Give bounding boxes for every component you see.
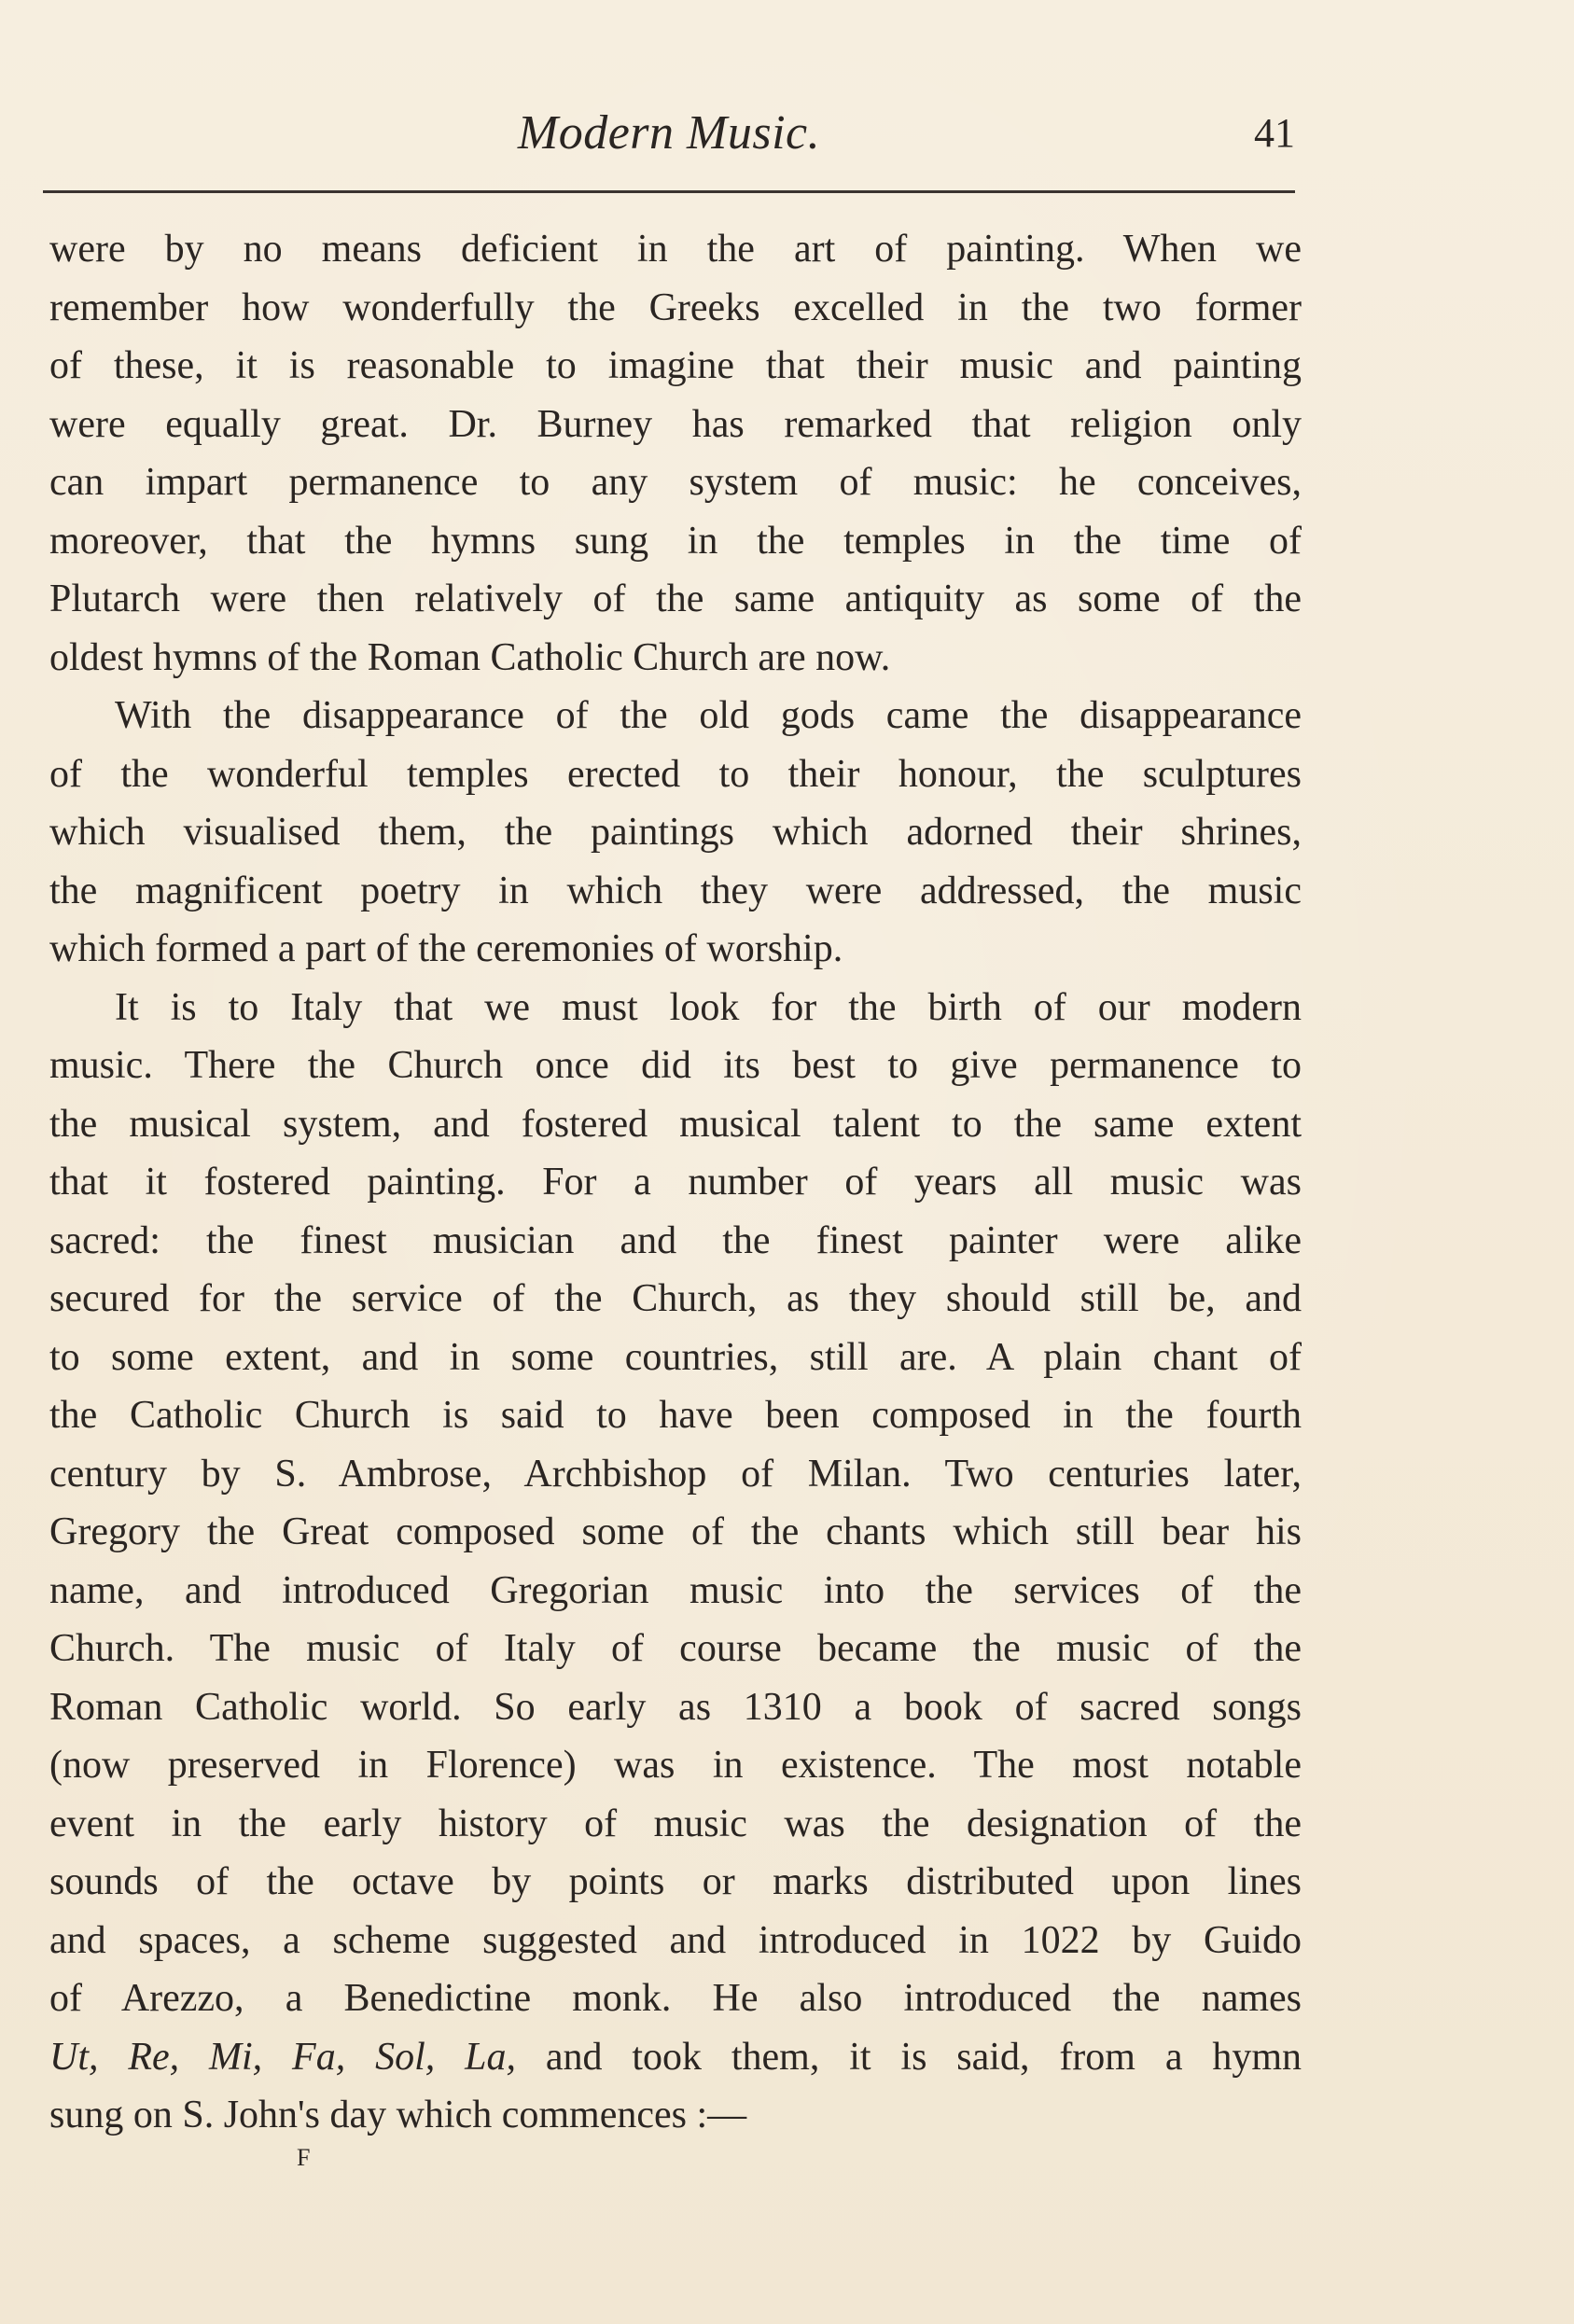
text-line: Gregory the Great composed some of the chants which still bear his [49,1510,1302,1553]
text-line: were equally great. Dr. Burney has remarked that religion only [49,402,1302,446]
text-line: the Catholic Church is said to have been composed in the fourth [49,1394,1302,1437]
text-line: name, and introduced Gregorian music into the services of the [49,1568,1302,1612]
text-line: remember how wonderfully the Greeks excelled in the two former [49,285,1302,329]
text-line: to some extent, and in some countries, still are. A plain chant of [49,1335,1302,1379]
text-line: that it fostered painting. For a number of years all music was [49,1161,1302,1204]
text-line: of the wonderful temples erected to their honour, the sculptures [49,752,1302,796]
text-line: Church. The music of Italy of course became the music of the [49,1627,1302,1670]
text-line: which formed a part of the ceremonies of worship. [49,927,843,970]
text-line: which visualised them, the paintings which adorned their shrines, [49,811,1302,854]
text-line: of these, it is reasonable to imagine that their music and painting [49,344,1302,387]
text-line: With the disappearance of the old gods came the disappearance [115,694,1302,737]
page-header [43,101,1295,166]
text-line: oldest hymns of the Roman Catholic Church are now. [49,635,891,679]
text-line: sounds of the octave by points or marks distributed upon lines [49,1860,1302,1903]
text-line: moreover, that the hymns sung in the temples in the time of [49,519,1302,563]
text-line: Roman Catholic world. So early as 1310 a book of sacred songs [49,1685,1302,1729]
solfege-names: Ut, Re, Mi, Fa, Sol, La, [49,2035,516,2079]
text-line: century by S. Ambrose, Archbishop of Milan. Two centuries later, [49,1452,1302,1496]
page-number: 41 [1254,110,1295,156]
signature-mark: F [297,2144,312,2171]
body-text [49,220,1302,2145]
text-line: can impart permanence to any system of music: he conceives, [49,461,1302,504]
header-rule [43,190,1295,193]
text-line: the magnificent poetry in which they were addressed, the music [49,869,1302,912]
text-line: event in the early history of music was the designation of the [49,1802,1302,1845]
solfege-line [49,2028,1302,2087]
text-line: secured for the service of the Church, as they should still be, and [49,1277,1302,1320]
text-line: were by no means deficient in the art of painting. When we [49,228,1302,271]
text-line: and spaces, a scheme suggested and introduced in 1022 by Guido [49,1918,1302,1962]
text-line: Plutarch were then relatively of the same antiquity as some of the [49,578,1302,620]
text-line: It is to Italy that we must look for the birth of our modern [115,985,1302,1029]
text-line: music. There the Church once did its best to give permanence to [49,1044,1302,1087]
text-line: the musical system, and fostered musical talent to the same extent [49,1102,1302,1146]
running-title: Modern Music. [517,106,821,160]
text-line: sung on S. John's day which commences :— [49,2094,747,2136]
text-line: sacred: the finest musician and the finest painter were alike [49,1218,1302,1262]
text-line: (now preserved in Florence) was in existence. The most notable [49,1744,1302,1787]
text-line: of Arezzo, a Benedictine monk. He also introduced the names [49,1977,1302,2020]
solfege-line-rest: and took them, it is said, from a hymn [515,2035,1302,2079]
